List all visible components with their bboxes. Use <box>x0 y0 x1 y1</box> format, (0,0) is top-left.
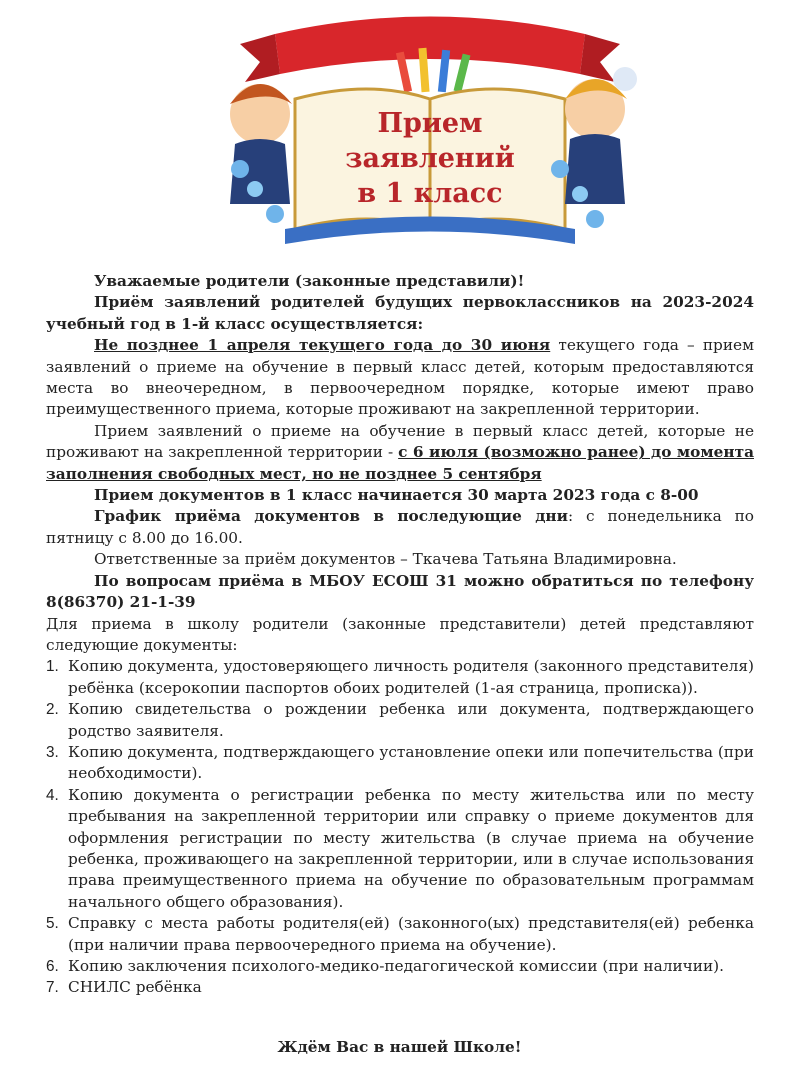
greeting: Уважаемые родители (законные представили)! <box>94 272 525 290</box>
intro-paragraph: Приём заявлений родителей будущих первоклассников на 2023-2024 учебный год в 1-й класс осуществляется: <box>46 293 754 333</box>
paragraph-3: Прием документов в 1 класс начинается 30 марта 2023 года с 8-00 <box>94 486 699 505</box>
flower-icon <box>551 160 569 178</box>
p2-text: Прием заявлений о приеме на обучение в первый класс детей, которые не проживают на закрепленной территории - <box>46 421 754 462</box>
p4-lead: График приёма документов в последующие дни <box>94 507 568 526</box>
list-item-number: 1. <box>46 658 59 676</box>
paragraph-6: По вопросам приёма в МБОУ ЕСОШ 31 можно обратиться по телефону 8(86370) 21-1-39 <box>46 571 754 612</box>
list-item <box>46 656 754 699</box>
p1-deadline: Не позднее 1 апреля текущего года до 30 июня <box>94 336 551 355</box>
list-item-number: 6. <box>46 958 59 975</box>
banner-line-2: заявлений <box>345 143 515 174</box>
child-right-bow <box>613 67 637 91</box>
list-item-number: 3. <box>46 743 59 761</box>
banner-line-1: Прием <box>377 108 483 139</box>
list-item-text: Копию документа, удостоверяющего личность родителя (законного представителя) ребёнка (ксерокопии паспортов обоих родителей (1-ая страница, прописка)). <box>68 657 754 697</box>
banner-line-3: в 1 класс <box>357 178 503 209</box>
list-item <box>46 785 754 913</box>
p2-deadline: с 6 июля (возможно ранее) до момента заполнения свободных мест, но не позднее 5 сентября <box>46 443 754 483</box>
list-item-number: 5. <box>46 915 59 933</box>
list-item-number: 7. <box>46 979 59 997</box>
list-item-text: СНИЛС ребёнка <box>68 978 202 997</box>
flower-icon <box>572 186 588 202</box>
ribbon-left-tail <box>240 34 280 82</box>
p4-text: : с понедельника по пятницу с 8.00 до 16.00. <box>46 507 754 547</box>
ribbon-shape <box>275 17 585 75</box>
list-item-text: Справку с места работы родителя(ей) (законного(ых) представителя(ей) ребенка (при наличии права первоочередного приема на обучение). <box>68 914 754 954</box>
paragraph-1 <box>46 335 754 421</box>
list-item <box>46 699 754 742</box>
paragraph-4 <box>46 506 754 549</box>
paragraph-7: Для приема в школу родители (законные представители) детей представляют следующие документы: <box>46 614 754 654</box>
flower-icon <box>231 160 249 178</box>
closing-line: Ждём Вас в нашей Школе! <box>277 1038 522 1056</box>
paragraph-2 <box>46 421 754 485</box>
paragraph-5: Ответственные за приём документов – Ткачева Татьяна Владимировна. <box>94 550 677 569</box>
list-item-text: Копию заключения психолого-медико-педагогической комиссии (при наличии). <box>68 957 724 975</box>
list-item-number: 4. <box>46 786 59 804</box>
list-item <box>46 913 754 956</box>
list-item <box>46 956 754 977</box>
list-item-number: 2. <box>46 701 59 719</box>
flower-icon <box>247 181 263 197</box>
flower-icon <box>586 210 604 228</box>
document-body <box>46 271 754 999</box>
p1-text: текущего года – прием заявлений о приеме на обучение в первый класс детей, которым предоставляются места во внеочередном, в первоочередном порядке, которые имеют право преимущественного приема, которые проживают на закрепленной территории. <box>46 336 754 419</box>
documents-list <box>46 656 754 999</box>
banner-illustration <box>200 4 660 260</box>
flower-icon <box>266 205 284 223</box>
list-item-text: Копию свидетельства о рождении ребенка или документа, подтверждающего родство заявителя. <box>68 700 754 740</box>
list-item-text: Копию документа, подтверждающего установление опеки или попечительства (при необходимости). <box>68 742 754 783</box>
list-item-text: Копию документа о регистрации ребенка по месту жительства или по месту пребывания на закрепленной территории или справку о приеме документов для оформления регистрации по месту жительства (в случае приема на обучение ребенка, проживающего на закрепленной территории, или в случае использования права преимущественного приема на обучение по образовательным программам начального общего образования). <box>68 785 754 911</box>
list-item <box>46 977 754 998</box>
list-item <box>46 742 754 785</box>
